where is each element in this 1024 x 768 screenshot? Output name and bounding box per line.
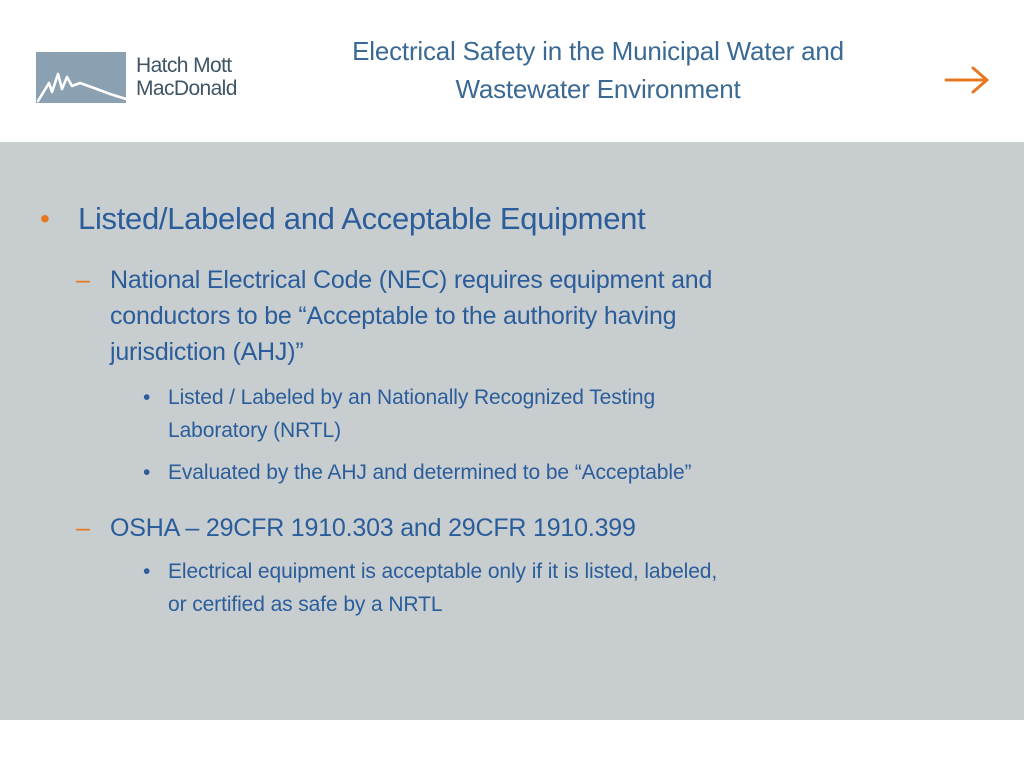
slide-title-line-2: Wastewater Environment (455, 74, 741, 104)
right-arrow-icon[interactable] (940, 60, 994, 100)
item-evaluated-ahj (143, 456, 948, 489)
logo-line-2: MacDonald (136, 77, 237, 100)
subbullet-osha-line-1: OSHA – 29CFR 1910.303 and 29CFR 1910.399 (110, 514, 636, 542)
bullet-text: Listed/Labeled and Acceptable Equipment (78, 201, 646, 236)
item-electrical-equipment-line-2: or certified as safe by a NRTL (168, 593, 443, 616)
slide-header (0, 0, 1024, 142)
subbullet-nec-line-2: conductors to be “Acceptable to the authority having (110, 302, 677, 330)
bullet-dot: • (143, 560, 151, 583)
slide-title (280, 32, 916, 108)
bullet-dot: • (143, 461, 151, 484)
company-logo (36, 52, 262, 104)
bullet-dot: • (143, 386, 151, 409)
logo-mark-icon (36, 52, 126, 103)
item-listed-nrtl-line-2: Laboratory (NRTL) (168, 419, 341, 442)
subbullet-nec-line-3: jurisdiction (AHJ)” (110, 338, 304, 366)
logo-line-1: Hatch Mott (136, 54, 232, 77)
item-electrical-equipment-line-1: Electrical equipment is acceptable only if it is listed, labeled, (168, 560, 718, 583)
item-electrical-equipment (143, 555, 948, 621)
subbullet-osha (76, 510, 910, 546)
subbullet-nec-line-1: National Electrical Code (NEC) requires equipment and (110, 266, 713, 294)
subbullet-nec (76, 262, 910, 370)
slide-title-line-1: Electrical Safety in the Municipal Water and (352, 36, 844, 66)
item-evaluated-ahj-line-1: Evaluated by the AHJ and determined to be “Acceptable” (168, 461, 692, 484)
logo-wordmark (136, 54, 237, 100)
dash-marker: – (76, 514, 90, 542)
slide-content (0, 142, 1024, 720)
dash-marker: – (76, 266, 90, 294)
bullet-dot: • (40, 203, 50, 234)
item-listed-nrtl-line-1: Listed / Labeled by an Nationally Recognized Testing (168, 386, 656, 409)
item-listed-nrtl (143, 381, 948, 447)
bullet-listed-labeled (40, 200, 978, 238)
